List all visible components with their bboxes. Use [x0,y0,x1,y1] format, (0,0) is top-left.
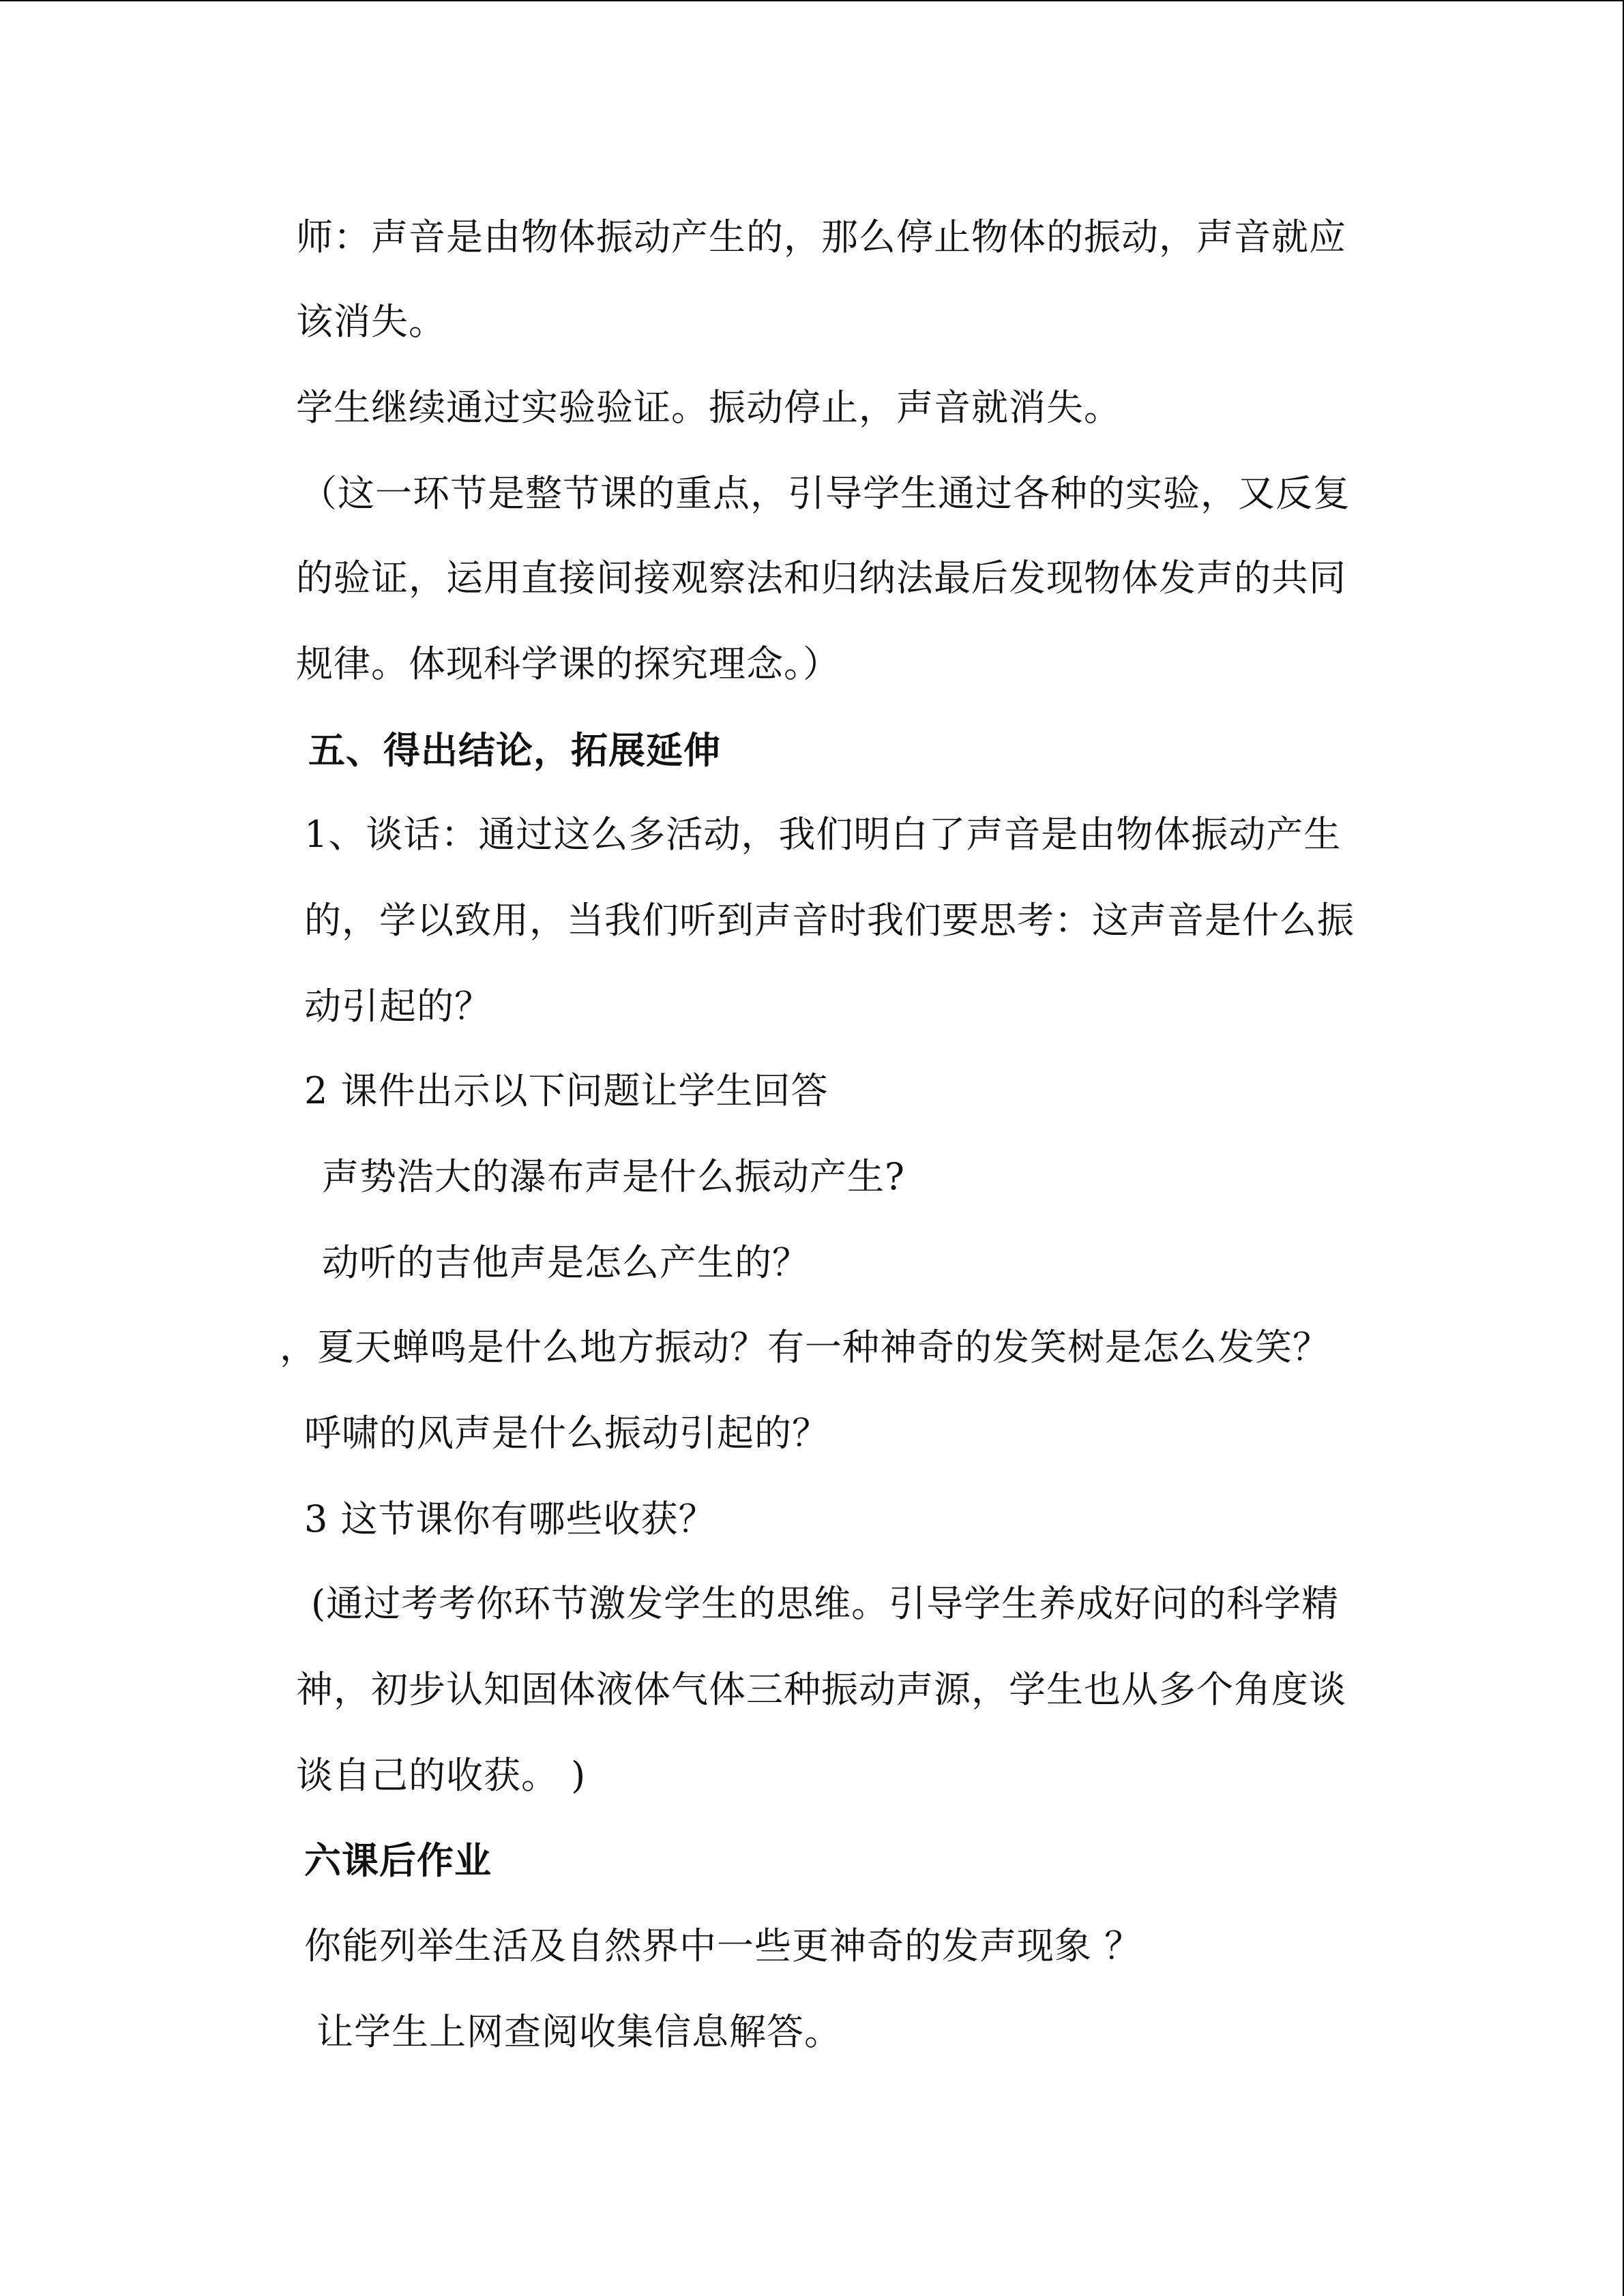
question-line: 声势浩大的瀑布声是什么振动产生? [322,1155,905,1198]
paragraph-line: 师：声音是由物体振动产生的，那么停止物体的振动，声音就应 [296,215,1346,258]
paragraph-line: 动引起的？ [304,985,492,1028]
paragraph-line: 1、谈话：通过这么多活动，我们明白了声音是由物体振动产生 [304,813,1342,856]
paragraph-line: 规律。体现科学课的探究理念。） [296,642,840,685]
paragraph-line: 让学生上网查阅收集信息解答。 [316,2010,842,2053]
paragraph-line: （这一环节是整节课的重点，引导学生通过各种的实验，又反复 [300,472,1350,515]
paragraph-line: 谈自己的收获。 ) [296,1754,587,1797]
question-line: 动听的吉他声是怎么产生的？ [322,1241,810,1284]
paragraph-line: 学生继续通过实验验证。振动停止，声音就消失。 [296,386,1121,429]
paragraph-line: 3 这节课你有哪些收获？ [304,1497,716,1540]
paragraph-line: 的，学以致用，当我们听到声音时我们要思考：这声音是什么振 [304,899,1355,942]
section-heading-conclusion: 五、得出结论，拓展延伸 [308,728,721,772]
question-line: 呼啸的风声是什么振动引起的？ [304,1412,829,1455]
section-heading-homework: 六课后作业 [304,1838,492,1882]
paragraph-line: 的验证，运用直接间接观察法和归纳法最后发现物体发声的共同 [296,556,1346,599]
paragraph-line: 你能列举生活及自然界中一些更神奇的发声现象 ？ [304,1924,1142,1967]
paragraph-line: 该消失。 [296,300,446,343]
paragraph-line: 2 课件出示以下问题让学生回答 [304,1069,829,1112]
paragraph-line: (通过考考你环节激发学生的思维。引导学生养成好问的科学精 [311,1582,1340,1625]
paragraph-line: 神，初步认知固体液体气体三种振动声源，学生也从多个角度谈 [296,1668,1346,1711]
question-line: ，夏天蝉鸣是什么地方振动？有一种神奇的发笑树是怎么发笑？ [280,1326,1330,1369]
